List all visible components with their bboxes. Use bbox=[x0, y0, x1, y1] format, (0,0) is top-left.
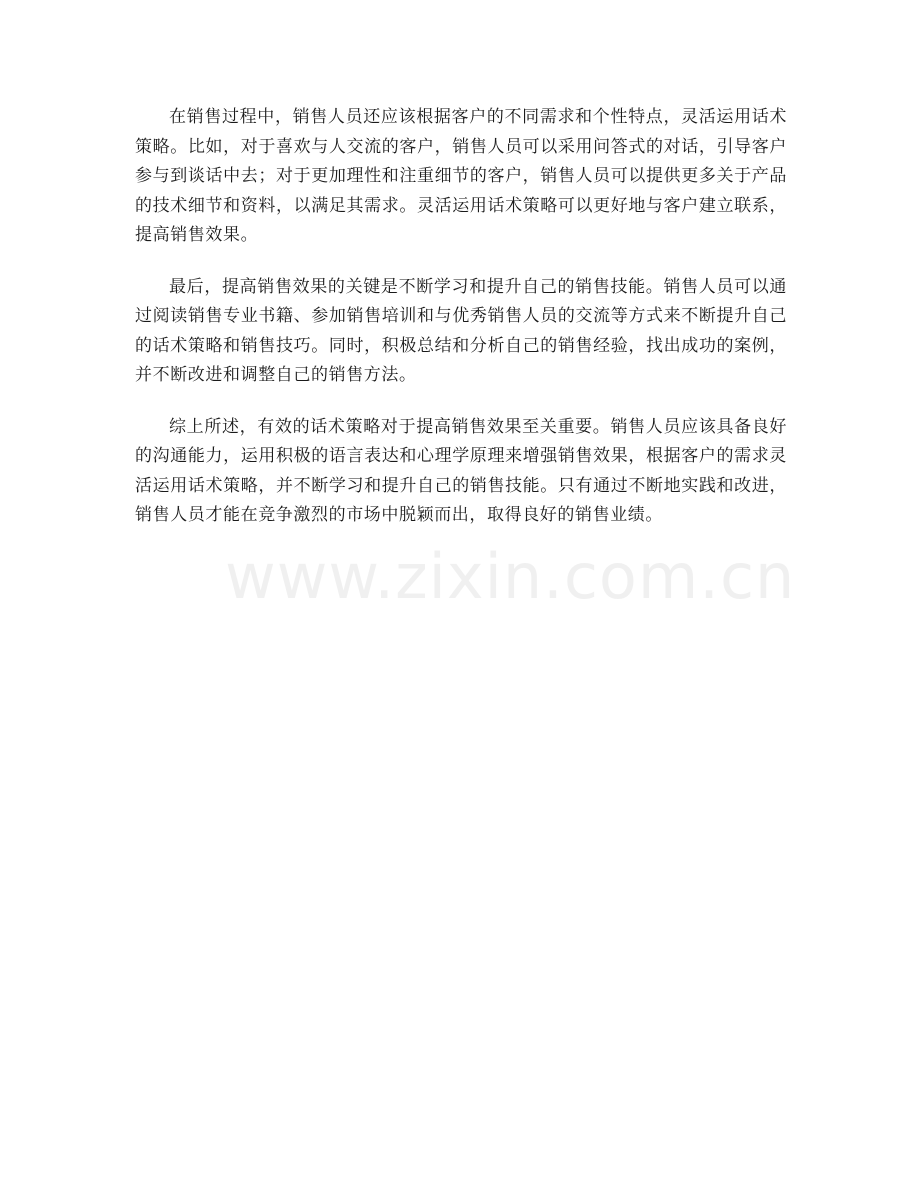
paragraph-continuous-learning: 最后，提高销售效果的关键是不断学习和提升自己的销售技能。销售人员可以通过阅读销售专业书籍、参加销售培训和与优秀销售人员的交流等方式来不断提升自己的话术策略和销售技巧。同时，积极总结和分析自己的销售经验，找出成功的案例，并不断改进和调整自己的销售方法。 bbox=[135, 276, 787, 385]
paragraph-adapt-strategy: 在销售过程中，销售人员还应该根据客户的不同需求和个性特点，灵活运用话术策略。比如，对于喜欢与人交流的客户，销售人员可以采用问答式的对话，引导客户参与到谈话中去；对于更加理性和注重细节的客户，销售人员可以提供更多关于产品的技术细节和资料，以满足其需求。灵活运用话术策略可以更好地与客户建立联系，提高销售效果。 bbox=[135, 107, 787, 245]
paragraph-conclusion: 综上所述，有效的话术策略对于提高销售效果至关重要。销售人员应该具备良好的沟通能力，运用积极的语言表达和心理学原理来增强销售效果，根据客户的需求灵活运用话术策略，并不断学习和提升自己的销售技能。只有通过不断地实践和改进，销售人员才能在竞争激烈的市场中脱颖而出，取得良好的销售业绩。 bbox=[135, 416, 787, 525]
document-body bbox=[135, 103, 787, 553]
watermark-text: www.zixin.com.cn bbox=[225, 540, 796, 613]
